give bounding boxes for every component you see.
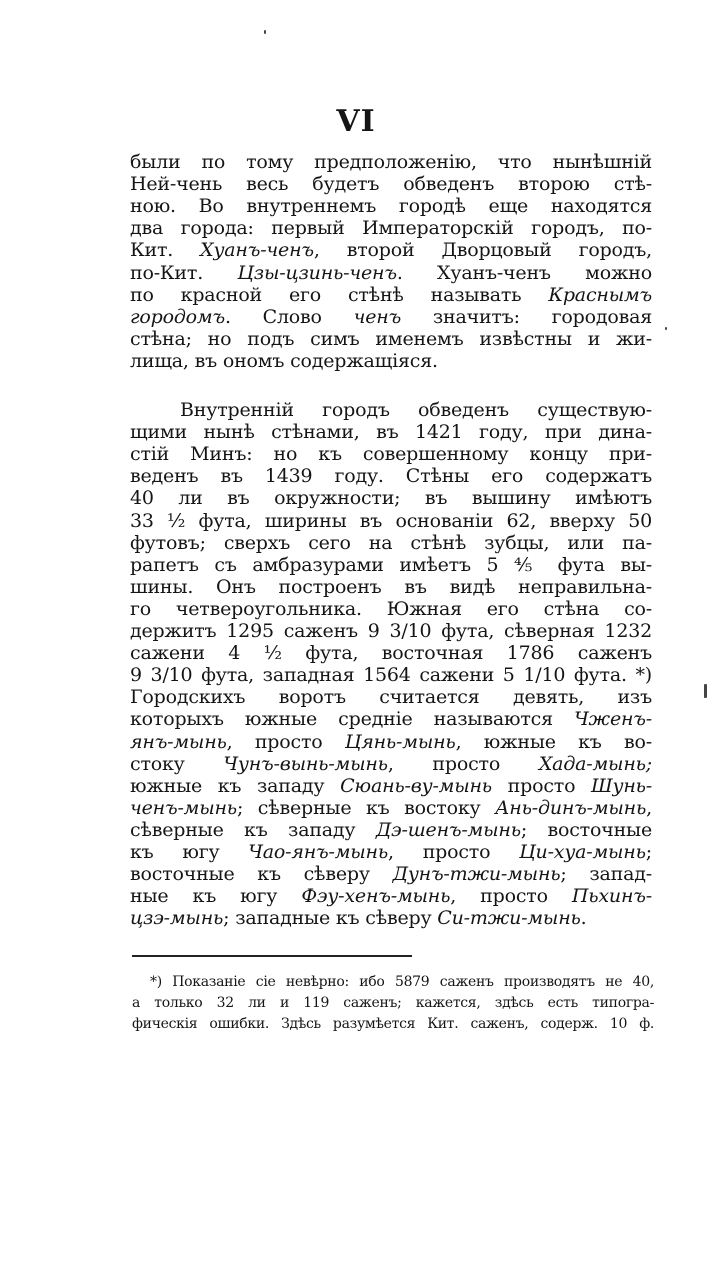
text-line: ченъ-мынь; сѣверные къ востоку Ань-динъ-мынь, [130,796,652,819]
text-line: два города: первый Императорскій городъ, по- [130,217,652,240]
print-speck [264,30,266,34]
print-speck [665,327,667,330]
text-line: го четвероугольника. Южная его стѣна со- [130,597,652,620]
text-line: Городскихъ воротъ считается девять, изъ [130,686,652,709]
text-line: которыхъ южные средніе называются Чженъ- [130,708,652,731]
text-line: восточные къ сѣверу Дунъ-тжи-мынь; запад- [130,863,652,886]
text-line: Внутренній городъ обведенъ существую- [180,399,652,421]
text-line: по-Кит. Цзы-цзинь-ченъ. Хуанъ-ченъ можно [130,261,652,284]
text-line: Ней-чень весь будетъ обведенъ второю стѣ- [130,173,652,196]
text-line: городомъ. Слово ченъ значитъ: городовая [130,305,652,328]
text-line: щими нынѣ стѣнами, въ 1421 году, при дина- [130,421,652,444]
text-line: веденъ въ 1439 году. Стѣны его содержатъ [130,465,652,488]
page-number: VI [336,104,376,139]
text-line: футовъ; сверхъ сего на стѣнѣ зубцы, или па- [130,531,652,554]
text-line: ные къ югу Фэу-хенъ-мынь, просто Пьхинъ- [130,885,652,908]
text-line: 33 ½ фута, ширины въ основаніи 62, вверху 50 [130,509,652,532]
text-line: сажени 4 ½ фута, восточная 1786 саженъ [130,642,652,665]
text-line: Кит. Хуанъ-ченъ, второй Дворцовый городъ, [130,239,653,262]
text-line: стоку Чунъ-вынь-мынь, просто Хада-мынь; [130,752,652,775]
text-line: были по тому предположенію, что нынѣшній [130,151,652,173]
text-line: 9 3/10 фута, западная 1564 сажени 5 1/10 фута. *) [130,664,652,687]
print-speck [704,684,707,698]
footnote-line: *) Показаніе сіе невѣрно: ибо 5879 саженъ производятъ не 40, [150,974,654,990]
text-line: по красной его стѣнѣ называть Краснымъ [130,283,652,306]
text-line: янъ-мынь, просто Цянь-мынь, южные къ во- [130,730,652,753]
footnote-line: а только 32 ли и 119 саженъ; кажется, здѣсь есть типогра- [132,995,654,1011]
text-line: цзэ-мынь; западные къ сѣверу Си-тжи-мынь. [130,907,587,930]
text-line: стій Минъ: но къ совершенному концу при- [130,443,652,466]
footnote-rule [132,955,412,957]
text-line: рапетъ съ амбразурами имѣетъ 5 ⅘ фута вы- [130,553,652,576]
text-line: 40 ли въ окружности; въ вышину имѣютъ [130,487,652,510]
text-line: держитъ 1295 саженъ 9 3/10 фута, сѣверная 1232 [130,620,652,642]
text-line: къ югу Чао-янъ-мынь, просто Ци-хуа-мынь; [130,841,652,863]
text-line: сѣверные къ западу Дэ-шенъ-мынь; восточные [130,818,652,841]
text-line: южные къ западу Сюань-ву-мынь просто Шунь- [130,774,652,797]
text-line: шины. Онъ построенъ въ видѣ неправильна- [130,575,652,598]
text-line: стѣна; но подъ симъ именемъ извѣстны и жи- [130,327,652,350]
text-line: лища, въ ономъ содержащіяся. [130,349,438,372]
footnote-line: фическія ошибки. Здѣсь разумѣется Кит. саженъ, содерж. 10 ф. [132,1016,654,1032]
text-line: ною. Во внутреннемъ городѣ еще находятся [130,195,652,218]
